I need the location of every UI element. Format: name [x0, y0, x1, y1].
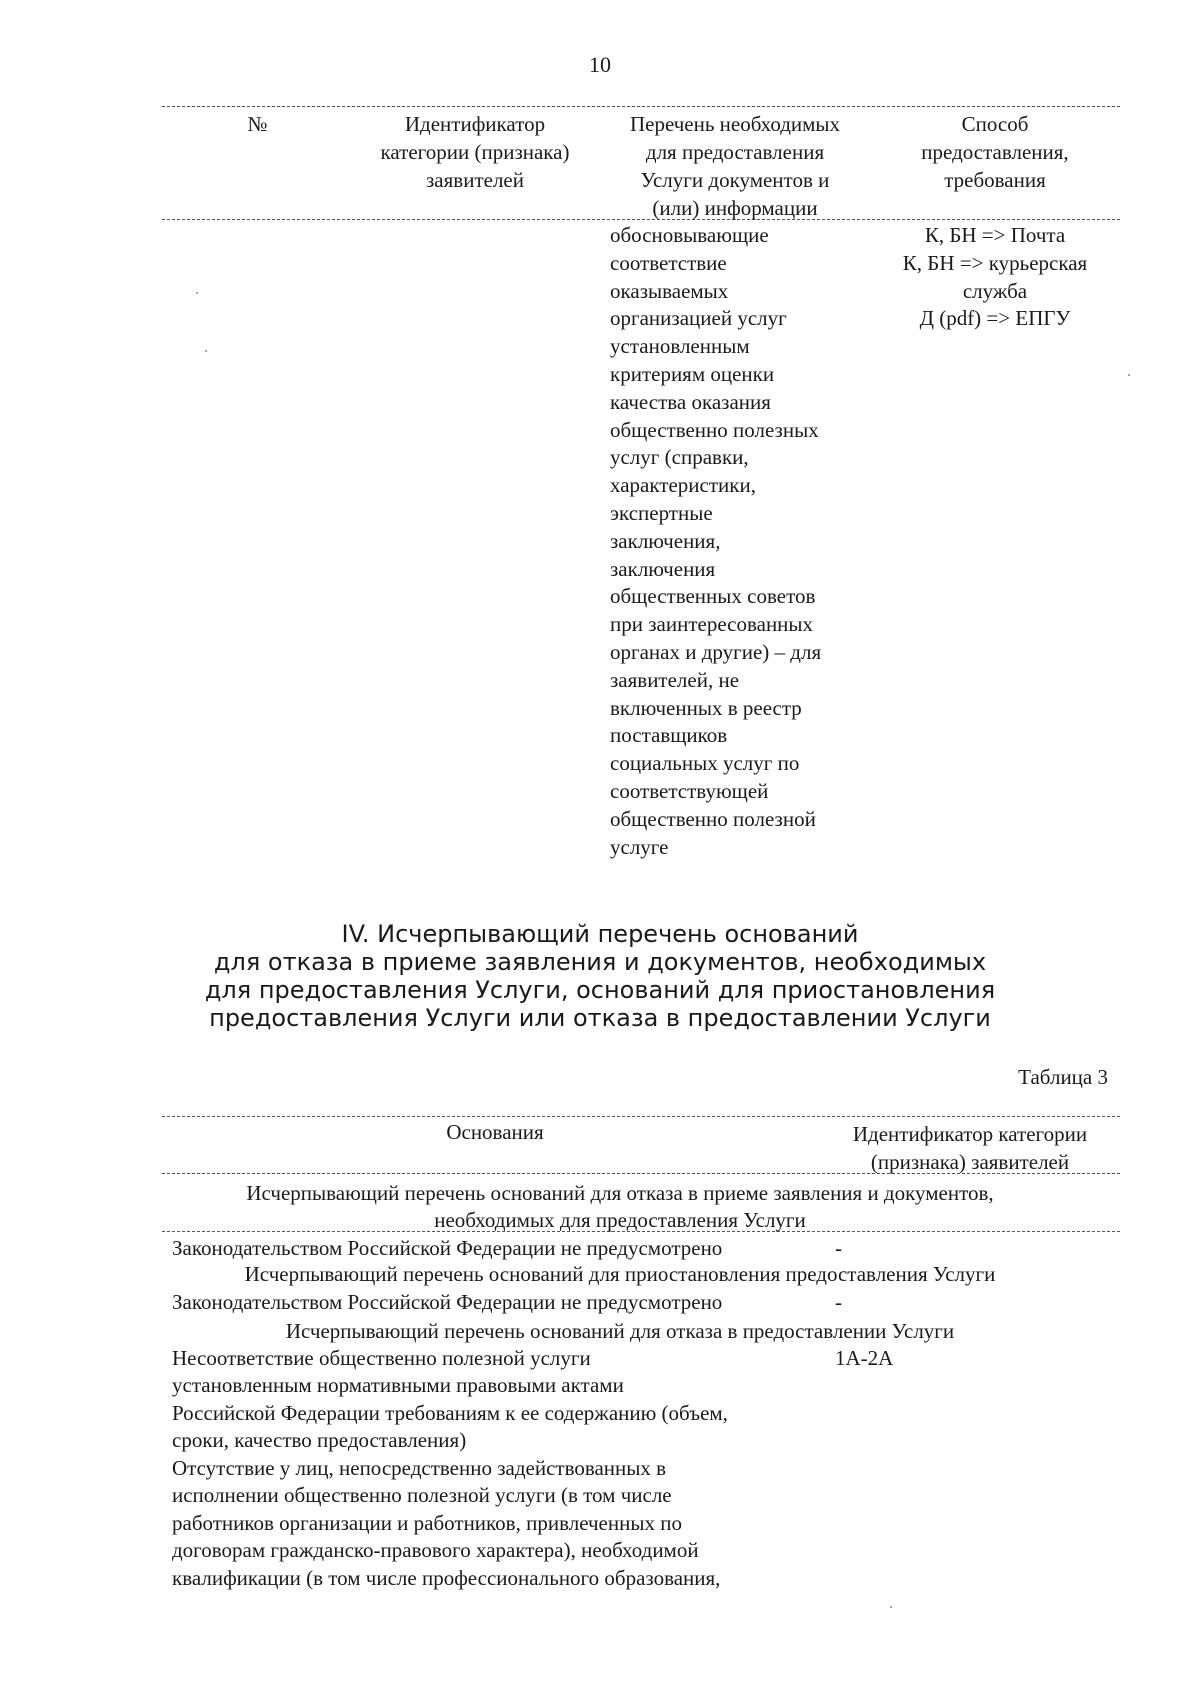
column-header-method: [880, 110, 1110, 194]
cell-line: установленным нормативными правовыми актами: [172, 1373, 624, 1398]
cell-line: сроки, качество предоставления): [172, 1428, 467, 1453]
cell-line: услуге: [610, 834, 669, 859]
cell-line: критериям оценки: [610, 361, 775, 386]
header-line: (или) информации: [652, 196, 818, 220]
cell-line: исполнении общественно полезной услуги (в том числе: [172, 1483, 672, 1508]
table-row-id: 1А-2А: [835, 1346, 894, 1370]
cell-line: экспертные: [610, 500, 713, 525]
scan-speck: [1128, 374, 1130, 376]
heading-line: предоставления Услуги или отказа в предоставлении Услуги: [209, 1004, 991, 1032]
cell-line: Российской Федерации требованиям к ее содержанию (объем,: [172, 1400, 728, 1425]
cell-line: квалификации (в том числе профессионального образования,: [172, 1565, 721, 1590]
cell-line: заключения: [610, 556, 716, 581]
cell-line: К, БН => Почта: [924, 223, 1066, 247]
heading-line: для отказа в приеме заявления и документов, необходимых: [213, 948, 987, 976]
cell-line: работников организации и работников, привлеченных по: [172, 1510, 682, 1535]
heading-line: IV. Исчерпывающий перечень оснований: [341, 920, 859, 948]
header-line: заявителей: [426, 168, 524, 192]
cell-line: К, БН => курьерская: [902, 250, 1088, 275]
table-row-id: -: [835, 1236, 842, 1260]
table-row-id: -: [835, 1290, 842, 1314]
cell-line: оказываемых: [610, 278, 729, 303]
heading-line: необходимых для предоставления Услуги: [434, 1208, 806, 1232]
method-cell: [880, 222, 1110, 333]
cell-line: Д (pdf) => ЕПГУ: [919, 306, 1071, 331]
header-line: Способ: [961, 112, 1029, 136]
group-heading-refusal-acceptance: [150, 1180, 1090, 1234]
heading-line: Исчерпывающий перечень оснований для отказа в предоставлении Услуги: [285, 1319, 955, 1343]
header-line: требования: [944, 168, 1046, 192]
column-header-applicant-category: [355, 110, 595, 194]
heading-line: для предоставления Услуги, оснований для приостановления: [204, 976, 996, 1004]
header-line: предоставления,: [921, 140, 1069, 164]
group-heading-refusal-service: [150, 1318, 1090, 1345]
cell-line: Отсутствие у лиц, непосредственно задействованных в: [172, 1456, 667, 1480]
scan-speck: [205, 350, 207, 352]
header-line: Перечень необходимых: [629, 112, 841, 136]
cell-line: качества оказания: [610, 389, 771, 414]
cell-line: организацией услуг: [610, 306, 787, 331]
table-row-text: [172, 1345, 822, 1455]
cell-line: общественно полезных: [610, 417, 819, 442]
heading-line: Исчерпывающий перечень оснований для приостановления предоставления Услуги: [244, 1262, 996, 1286]
cell-line: служба: [962, 278, 1028, 303]
table-row-text: Законодательством Российской Федерации не предусмотрено: [172, 1290, 723, 1314]
table-row-text: Законодательством Российской Федерации не предусмотрено: [172, 1236, 723, 1260]
cell-line: общественно полезной: [610, 806, 816, 831]
cell-line: установленным: [610, 334, 750, 359]
cell-line: услуг (справки,: [610, 445, 749, 470]
group-heading-suspension: [150, 1261, 1090, 1288]
header-line: (признака) заявителей: [870, 1150, 1070, 1174]
section-heading: [150, 920, 1050, 1032]
header-line: №: [247, 112, 268, 136]
header-line: Идентификатор: [404, 112, 546, 136]
column-header-grounds: Основания: [446, 1120, 544, 1144]
cell-line: общественных советов: [610, 584, 816, 609]
header-line: категории (признака): [380, 140, 570, 164]
table-row-text: [172, 1455, 822, 1592]
header-line: Идентификатор категории: [852, 1122, 1088, 1146]
header-line: для предоставления: [645, 140, 825, 164]
heading-line: Исчерпывающий перечень оснований для отказа в приеме заявления и документов,: [246, 1181, 994, 1205]
cell-line: характеристики,: [610, 473, 756, 498]
cell-line: обосновывающие: [610, 223, 769, 247]
column-header-documents: [605, 110, 865, 222]
documents-cell: [610, 222, 880, 861]
column-header-category-id: [820, 1120, 1120, 1176]
cell-line: при заинтересованных: [610, 612, 814, 637]
cell-line: заявителей, не: [610, 667, 740, 692]
cell-line: соответствующей: [610, 778, 769, 803]
table-caption: Таблица 3: [1018, 1065, 1108, 1089]
page-number: 10: [589, 52, 611, 77]
column-header-number: [230, 110, 285, 138]
cell-line: договорам гражданско-правового характера), необходимой: [172, 1538, 699, 1563]
scan-speck: [196, 292, 198, 294]
header-line: Услуги документов и: [640, 168, 830, 192]
cell-line: соответствие: [610, 250, 727, 275]
table3-top-rule: [162, 1116, 1120, 1117]
cell-line: органах и другие) – для: [610, 639, 822, 664]
cell-line: Несоответствие общественно полезной услуги: [172, 1346, 591, 1370]
table-top-rule: [162, 106, 1120, 107]
scan-speck: [890, 1606, 892, 1608]
cell-line: поставщиков: [610, 723, 728, 748]
cell-line: заключения,: [610, 528, 721, 553]
cell-line: социальных услуг по: [610, 751, 800, 776]
cell-line: включенных в реестр: [610, 695, 802, 720]
